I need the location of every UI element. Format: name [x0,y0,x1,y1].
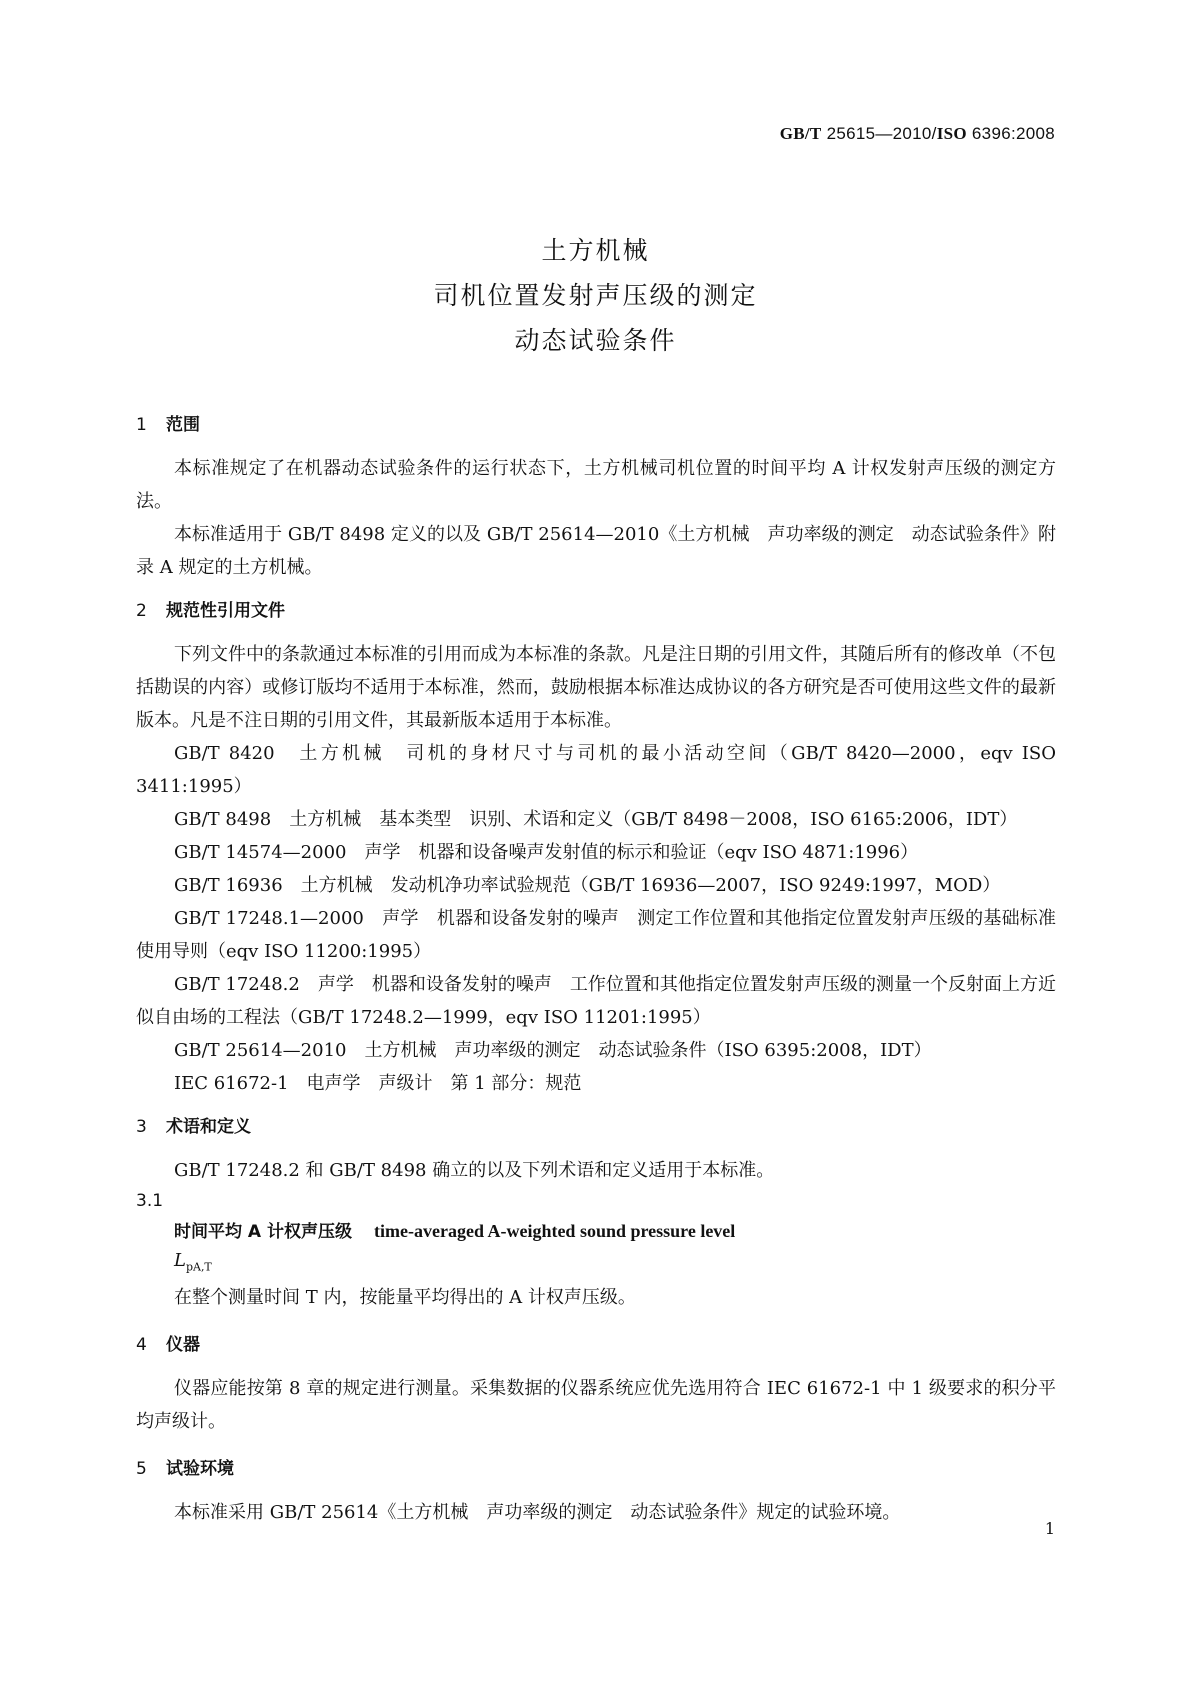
reference-item: GB/T 17248.1—2000 声学 机器和设备发射的噪声 测定工作位置和其他指定位置发射声压级的基础标准使用导则（eqv ISO 11200:1995） [136,908,1056,962]
standard-code-header: GB/T 25615—2010/ISO 6396:2008 [779,124,1055,143]
terms-paragraph: GB/T 17248.2 和 GB/T 8498 确立的以及下列术语和定义适用于本标准。 [174,1160,775,1181]
subsection-number: 3.1 [136,1191,164,1211]
reference-item: GB/T 16936 土方机械 发动机净功率试验规范（GB/T 16936—2007，ISO 9249:1997，MOD） [174,875,1001,896]
title-line-2: 司机位置发射声压级的测定 [433,281,758,310]
section-1-heading: 1 范围 [136,415,200,435]
term-chinese: 时间平均 A 计权声压级 [174,1222,352,1242]
title-line-3: 动态试验条件 [514,326,677,355]
environment-paragraph: 本标准采用 GB/T 25614《土方机械 声功率级的测定 动态试验条件》规定的试验环境。 [174,1501,901,1523]
reference-item: GB/T 8420 土方机械 司机的身材尺寸与司机的最小活动空间（GB/T 8420—2000，eqv ISO 3411:1995） [136,743,1056,797]
scope-paragraph-2: 本标准适用于 GB/T 8498 定义的以及 GB/T 25614—2010《土方机械 声功率级的测定 动态试验条件》附录 A 规定的土方机械。 [136,524,1056,578]
section-5-heading: 5 试验环境 [136,1458,234,1479]
term-symbol: $L_{pA,T}$ [174,1250,212,1274]
reference-item: GB/T 17248.2 声学 机器和设备发射的噪声 工作位置和其他指定位置发射声压级的测量一个反射面上方近似自由场的工程法（GB/T 17248.2—1999，eqv ISO 11201:1995） [136,974,1056,1028]
term-entry [136,1215,1056,1248]
references-intro: 下列文件中的条款通过本标准的引用而成为本标准的条款。凡是注日期的引用文件，其随后所有的修改单（不包括勘误的内容）或修订版均不适用于本标准，然而，鼓励根据本标准达成协议的各方研究是否可使用这些文件的最新版本。凡是不注日期的引用文件，其最新版本适用于本标准。 [136,644,1056,731]
term-definition: 在整个测量时间 T 内，按能量平均得出的 A 计权声压级。 [174,1286,636,1308]
section-3-heading: 3 术语和定义 [136,1117,251,1137]
document-body [136,410,1056,1529]
title-line-1: 土方机械 [541,236,650,265]
page-number: 1 [1044,1519,1055,1538]
document-title [0,228,1191,363]
scope-paragraph-1: 本标准规定了在机器动态试验条件的运行状态下，土方机械司机位置的时间平均 A 计权发射声压级的测定方法。 [136,458,1056,512]
reference-item: GB/T 8498 土方机械 基本类型 识别、术语和定义（GB/T 8498－2008，ISO 6165:2006，IDT） [174,809,1018,830]
section-4-heading: 4 仪器 [136,1334,200,1355]
reference-item: IEC 61672-1 电声学 声级计 第 1 部分：规范 [174,1073,582,1094]
term-english: time-averaged A-weighted sound pressure level [374,1221,736,1241]
reference-item: GB/T 25614—2010 土方机械 声功率级的测定 动态试验条件（ISO 6395:2008，IDT） [174,1040,932,1061]
reference-item: GB/T 14574—2000 声学 机器和设备噪声发射值的标示和验证（eqv ISO 4871:1996） [174,842,919,863]
instruments-paragraph: 仪器应能按第 8 章的规定进行测量。采集数据的仪器系统应优先选用符合 IEC 61672-1 中 1 级要求的积分平均声级计。 [136,1377,1056,1432]
section-2-heading: 2 规范性引用文件 [136,601,285,621]
